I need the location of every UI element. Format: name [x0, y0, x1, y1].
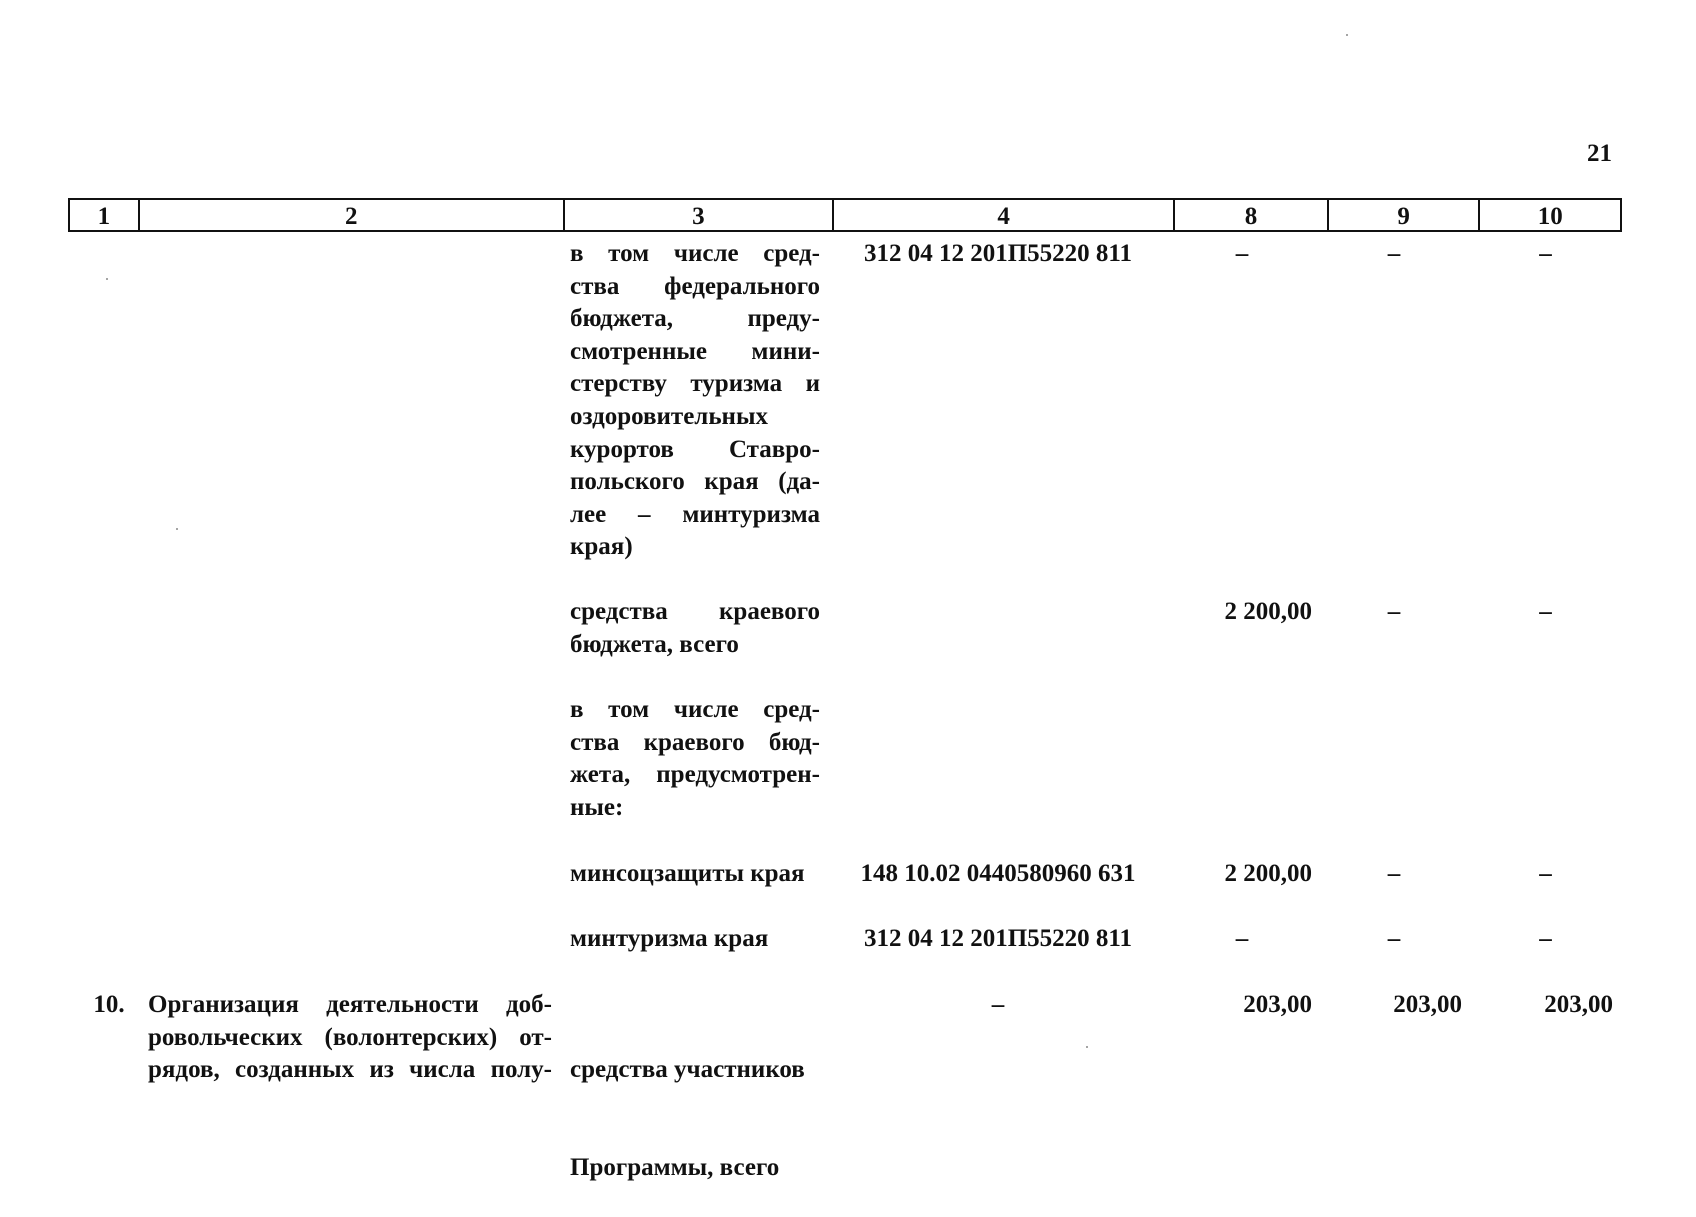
block1-col9: – [1387, 240, 1401, 267]
block5-code: 312 04 12 201П55220 811 [863, 925, 1133, 952]
block5-col9: – [1387, 925, 1401, 952]
block2-col10: – [1539, 598, 1552, 625]
row10-col9: 203,00 [1393, 991, 1462, 1018]
row10-col8: 203,00 [1243, 991, 1312, 1018]
block1-description: в том числе сред- ства федерального бюджета, преду- смотренные мини- стерству туризма и оздоровительных курортов Ставро- польского края (да- лее – минтуризма края) [570, 240, 820, 561]
scan-speck [1346, 34, 1348, 36]
header-col-4: 4 [832, 200, 1173, 230]
block4-code: 148 10.02 0440580960 631 [860, 860, 1136, 887]
block1-col10: – [1539, 240, 1552, 267]
scan-speck [1086, 1046, 1088, 1048]
row10-description: средства участников Программы, всего [570, 1056, 805, 1181]
block4-description: минсоцзащиты края [570, 860, 805, 887]
block4-col9: – [1387, 860, 1401, 887]
block1-col8: – [1235, 240, 1249, 267]
block3-description: в том числе сред- ства краевого бюд- жета, предусмотрен- ные: [570, 696, 820, 821]
header-col-3: 3 [563, 200, 832, 230]
header-col-10: 10 [1478, 200, 1620, 230]
header-col-8: 8 [1173, 200, 1327, 230]
block2-description: средства краевого бюджета, всего [570, 598, 820, 658]
scan-speck [176, 528, 178, 530]
scan-speck [106, 278, 108, 280]
block5-description: минтуризма края [570, 925, 769, 952]
block4-col8: 2 200,00 [1224, 860, 1312, 887]
header-col-9: 9 [1327, 200, 1479, 230]
row10-number: 10. [93, 991, 125, 1018]
block2-col9: – [1387, 598, 1401, 625]
block5-col10: – [1539, 925, 1552, 952]
page-number: 21 [1587, 140, 1612, 167]
row10-name: Организация деятельности доб- ровольческих (волонтерских) от- рядов, созданных из числа полу- [148, 991, 552, 1084]
header-col-1: 1 [97, 203, 111, 230]
block5-col8: – [1235, 925, 1249, 952]
block1-code: 312 04 12 201П55220 811 [863, 240, 1133, 267]
row10-code: – [991, 991, 1005, 1018]
row10-col10: 203,00 [1544, 991, 1613, 1018]
table-header [68, 198, 1622, 232]
block2-col8: 2 200,00 [1224, 598, 1312, 625]
header-col-2: 2 [138, 200, 563, 230]
block4-col10: – [1539, 860, 1552, 887]
